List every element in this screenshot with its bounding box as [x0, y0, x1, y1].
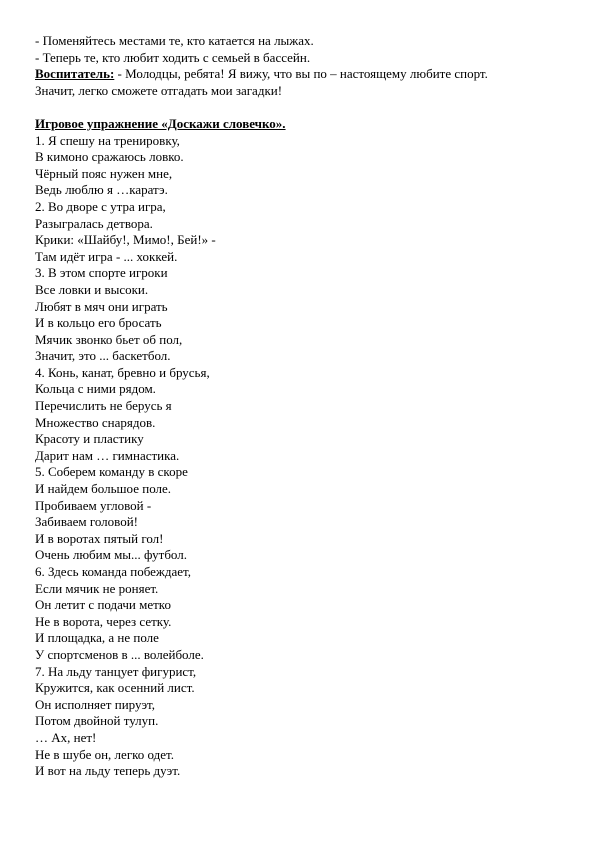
riddle-line: Потом двойной тулуп. — [35, 713, 159, 729]
riddle-line: Он летит с подачи метко — [35, 597, 171, 613]
riddle-line: 1. Я спешу на тренировку, — [35, 132, 180, 148]
riddle-line: И в кольцо его бросать — [35, 315, 162, 331]
riddle-line: Пробиваем угловой - — [35, 497, 152, 513]
riddle-line: В кимоно сражаюсь ловко. — [35, 149, 184, 165]
riddle-line: Кружится, как осенний лист. — [35, 680, 195, 696]
riddle-line: Мячик звонко бьет об пол, — [35, 331, 183, 347]
riddle-line: 3. В этом спорте игроки — [35, 265, 168, 281]
intro-line: - Теперь те, кто любит ходить с семьей в бассейн. — [35, 49, 311, 65]
riddle-line: Множество снарядов. — [35, 414, 156, 430]
riddle-line: И в воротах пятый гол! — [35, 530, 164, 546]
blank-line — [35, 99, 560, 116]
riddle-line: У спортсменов в ... волейболе. — [35, 646, 204, 662]
speaker-label: Воспитатель: — [35, 66, 115, 82]
riddle-line: 2. Во дворе с утра игра, — [35, 198, 166, 214]
riddle-line: Красоту и пластику — [35, 431, 144, 447]
riddle-line: И вот на льду теперь дуэт. — [35, 763, 181, 779]
exercise-heading: Игровое упражнение «Доскажи словечко». — [35, 115, 286, 131]
riddle-line: Если мячик не роняет. — [35, 580, 159, 596]
riddle-line: Все ловки и высоки. — [35, 281, 149, 297]
riddle-line: Разыгралась детвора. — [35, 215, 153, 231]
riddle-line: … Ах, нет! — [35, 729, 97, 745]
speaker-text: - Молодцы, ребята! Я вижу, что вы по – настоящему любите спорт. — [114, 66, 488, 82]
riddle-line: Любят в мяч они играть — [35, 298, 168, 314]
speaker-line — [35, 66, 560, 83]
riddle-line: Дарит нам … гимнастика. — [35, 447, 180, 463]
riddle-line: Крики: «Шайбу!, Мимо!, Бей!» - — [35, 232, 216, 248]
riddle-line: И площадка, а не поле — [35, 630, 159, 646]
intro-line: Значит, легко сможете отгадать мои загадки! — [35, 82, 283, 98]
riddle-line: Кольца с ними рядом. — [35, 381, 156, 397]
riddle-line: Не в ворота, через сетку. — [35, 613, 172, 629]
riddle-line: 7. На льду танцует фигурист, — [35, 663, 197, 679]
riddle-line: Чёрный пояс нужен мне, — [35, 165, 173, 181]
riddle-line: Там идёт игра - ... хоккей. — [35, 248, 178, 264]
riddle-line: 5. Соберем команду в скоре — [35, 464, 188, 480]
riddle-line: Забиваем головой! — [35, 514, 138, 530]
riddle-line: 4. Конь, канат, бревно и брусья, — [35, 364, 210, 380]
document-page — [35, 33, 560, 780]
riddle-line: 6. Здесь команда побеждает, — [35, 564, 192, 579]
riddle-line: Он исполняет пируэт, — [35, 696, 156, 712]
riddle-lines — [35, 133, 560, 780]
intro-line: - Поменяйтесь местами те, кто катается на лыжах. — [35, 33, 314, 48]
riddle-line: Очень любим мы... футбол. — [35, 547, 188, 563]
riddle-line: И найдем большое поле. — [35, 481, 172, 497]
riddle-line: Не в шубе он, легко одет. — [35, 746, 175, 762]
riddle-line: Значит, это ... баскетбол. — [35, 348, 171, 364]
riddle-line: Перечислить не берусь я — [35, 398, 172, 414]
riddle-line: Ведь люблю я …каратэ. — [35, 182, 168, 198]
